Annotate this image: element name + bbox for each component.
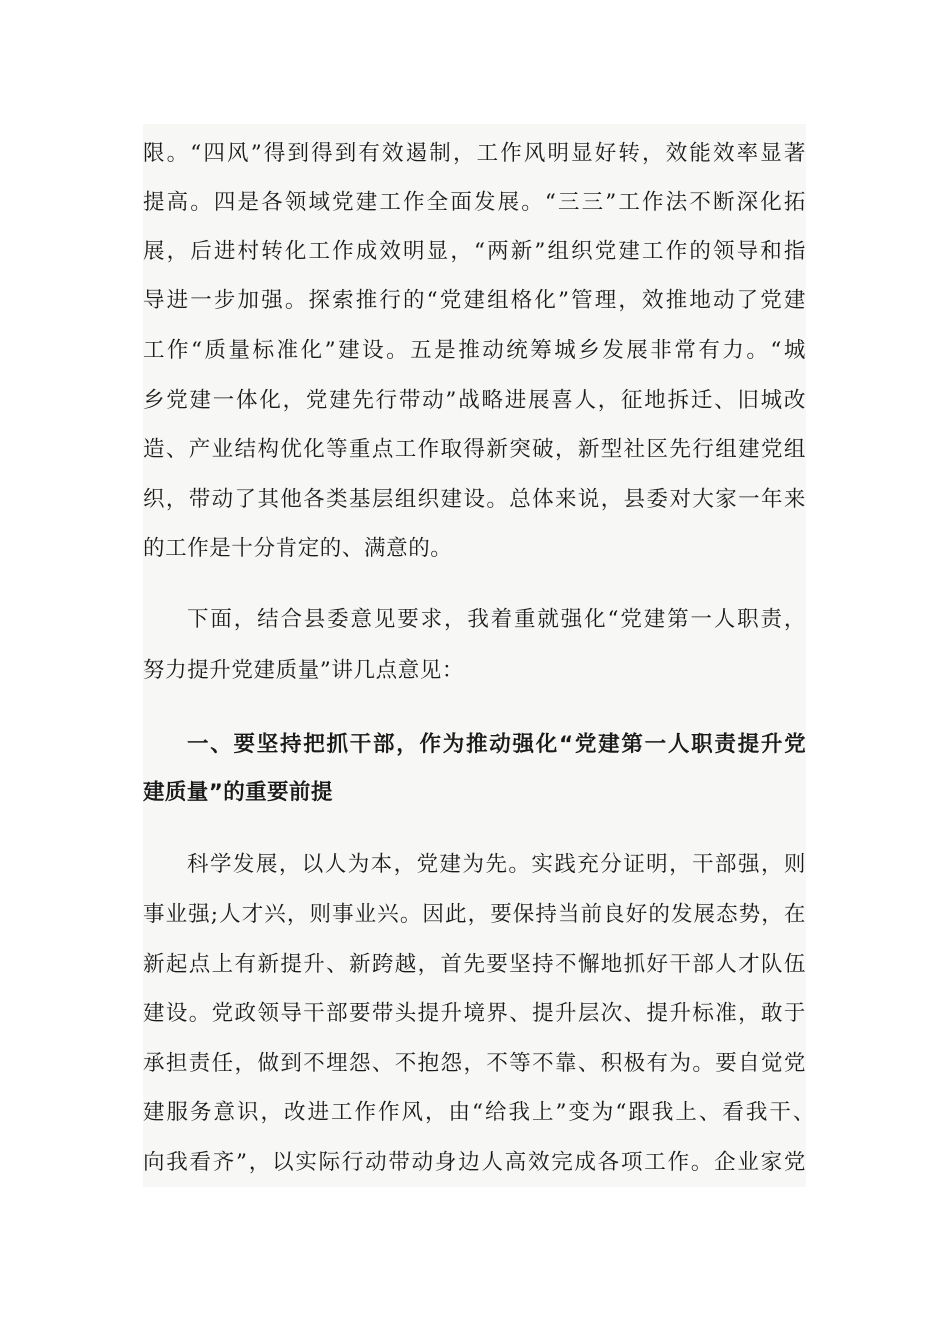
paragraph-3-line-2: 事业强;人才兴，则事业兴。因此，要保持当前良好的发展态势，在 <box>143 902 806 927</box>
paragraph-1-line-5: 工作“质量标准化”建设。五是推动统筹城乡发展非常有力。“城 <box>143 338 806 363</box>
document-text-block <box>143 124 815 1187</box>
paragraph-1-line-6: 乡党建一体化，党建先行带动”战略进展喜人，征地拆迁、旧城改 <box>143 388 806 413</box>
paragraph-3-line-5: 承担责任，做到不埋怨、不抱怨，不等不靠、积极有为。要自觉党 <box>143 1051 806 1076</box>
paragraph-1-line-8: 织，带动了其他各类基层组织建设。总体来说，县委对大家一年来 <box>143 487 806 512</box>
paragraph-1-line-3: 展，后进村转化工作成效明显，“两新”组织党建工作的领导和指 <box>143 239 806 264</box>
paragraph-3-line-4: 建设。党政领导干部要带头提升境界、提升层次、提升标准，敢于 <box>143 1001 806 1026</box>
paragraph-2-line-2: 努力提升党建质量”讲几点意见： <box>143 658 464 683</box>
paragraph-1-line-7: 造、产业结构优化等重点工作取得新突破，新型社区先行组建党组 <box>143 437 806 462</box>
paragraph-3-line-1: 科学发展，以人为本，党建为先。实践充分证明，干部强，则 <box>187 852 806 877</box>
paragraph-3-line-3: 新起点上有新提升、新跨越，首先要坚持不懈地抓好干部人才队伍 <box>143 952 806 977</box>
paragraph-3-line-6: 建服务意识，改进工作作风，由“给我上”变为“跟我上、看我干、 <box>143 1100 815 1125</box>
section-heading-line-2: 建质量”的重要前提 <box>143 780 333 805</box>
paragraph-2-line-1: 下面，结合县委意见要求，我着重就强化“党建第一人职责， <box>187 607 806 632</box>
paragraph-1-line-1: 限。“四风”得到得到有效遏制，工作风明显好转，效能效率显著 <box>143 141 806 166</box>
paragraph-1-line-4: 导进一步加强。探索推行的“党建组格化”管理，效推地动了党建 <box>143 288 806 313</box>
paragraph-3-line-7: 向我看齐”，以实际行动带动身边人高效完成各项工作。企业家党 <box>143 1150 806 1175</box>
paragraph-1-line-2: 提高。四是各领域党建工作全面发展。“三三”工作法不断深化拓 <box>143 190 806 215</box>
paragraph-1-line-9: 的工作是十分肯定的、满意的。 <box>143 536 453 561</box>
section-heading-line-1: 一、要坚持把抓干部，作为推动强化“党建第一人职责提升党 <box>187 732 806 757</box>
